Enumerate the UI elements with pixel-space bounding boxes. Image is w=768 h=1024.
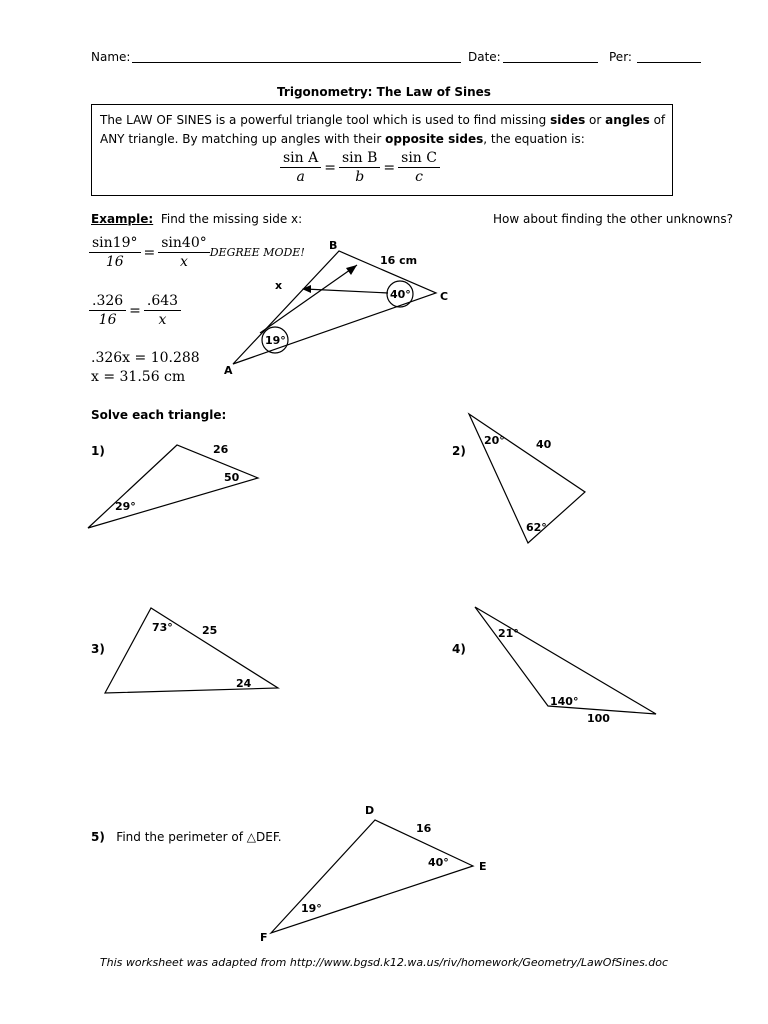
example-other-question: How about finding the other unknowns? xyxy=(493,212,734,226)
per-label: Per: xyxy=(609,50,632,64)
date-label: Date: xyxy=(468,50,501,64)
problem-4-number: 4) xyxy=(452,642,466,656)
vertex-f-label: F xyxy=(260,931,268,944)
intro-line-1: The LAW OF SINES is a powerful triangle tool which is used to find missing sides or angles of xyxy=(100,113,666,127)
problem-3-number: 3) xyxy=(91,642,105,656)
example-arrowhead-a xyxy=(346,265,357,275)
example-step-3a: .326x = 10.288 xyxy=(91,350,200,366)
problem-2-side-40: 40 xyxy=(536,438,552,451)
vertex-e-label: E xyxy=(479,860,487,873)
solve-heading: Solve each triangle: xyxy=(91,408,227,422)
side-16cm-label: 16 cm xyxy=(380,254,418,267)
problem-3-side-24: 24 xyxy=(236,677,252,690)
problem-4-angle-140: 140° xyxy=(550,695,579,708)
side-x-label: x xyxy=(275,279,283,292)
example-arrow-a xyxy=(260,265,357,333)
problem-3-angle-73: 73° xyxy=(152,621,173,634)
problem-5-angle-19: 19° xyxy=(301,902,322,915)
vertex-d-label: D xyxy=(365,804,375,817)
problem-5-prompt: 5) Find the perimeter of △DEF. xyxy=(91,830,282,844)
example-step-3b: x = 31.56 cm xyxy=(91,369,186,385)
triangle-1 xyxy=(88,445,258,528)
vertex-a-label: A xyxy=(224,364,233,377)
intro-line-2: ANY triangle. By matching up angles with their opposite sides, the equation is: xyxy=(100,132,585,146)
triangle-5 xyxy=(271,820,473,933)
problem-2-number: 2) xyxy=(452,444,466,458)
law-of-sines-formula: $\frac{\text{sin A}}{a}$ = $\frac{\text{sin B}}{b}$ = $\frac{\text{sin C}}{c}$ xyxy=(280,149,440,186)
problem-1-side-50: 50 xyxy=(224,471,240,484)
problem-1-angle-29: 29° xyxy=(115,500,136,513)
vertex-c-label: C xyxy=(440,290,449,303)
vertex-b-label: B xyxy=(329,239,338,252)
triangle-3 xyxy=(105,608,278,693)
problem-5-angle-40: 40° xyxy=(428,856,449,869)
problem-2-angle-20: 20° xyxy=(484,434,505,447)
problem-1-number: 1) xyxy=(91,444,105,458)
problem-2-angle-62: 62° xyxy=(526,521,547,534)
example-heading: Example: Find the missing side x: xyxy=(91,212,303,226)
problem-4-side-100: 100 xyxy=(587,712,610,725)
problem-3-side-25: 25 xyxy=(202,624,218,637)
angle-c-label: 40° xyxy=(390,288,411,301)
example-step-1: $\frac{\sin 19^\circ}{16}$ = $\frac{\sin 40^\circ}{x}$ DEGREE MODE! xyxy=(89,234,305,271)
example-step-2: $\frac{.326}{16}$ = $\frac{.643}{x}$ xyxy=(89,292,181,329)
name-label: Name: xyxy=(91,50,131,64)
problem-1-side-26: 26 xyxy=(213,443,229,456)
angle-a-label: 19° xyxy=(265,334,286,347)
footer-attribution: This worksheet was adapted from http://www.bgsd.k12.wa.us/riv/homework/Geometry/LawOfSines.doc xyxy=(99,956,669,969)
page-title: Trigonometry: The Law of Sines xyxy=(277,85,491,99)
problem-5-side-16: 16 xyxy=(416,822,432,835)
problem-4-angle-21: 21° xyxy=(498,627,519,640)
